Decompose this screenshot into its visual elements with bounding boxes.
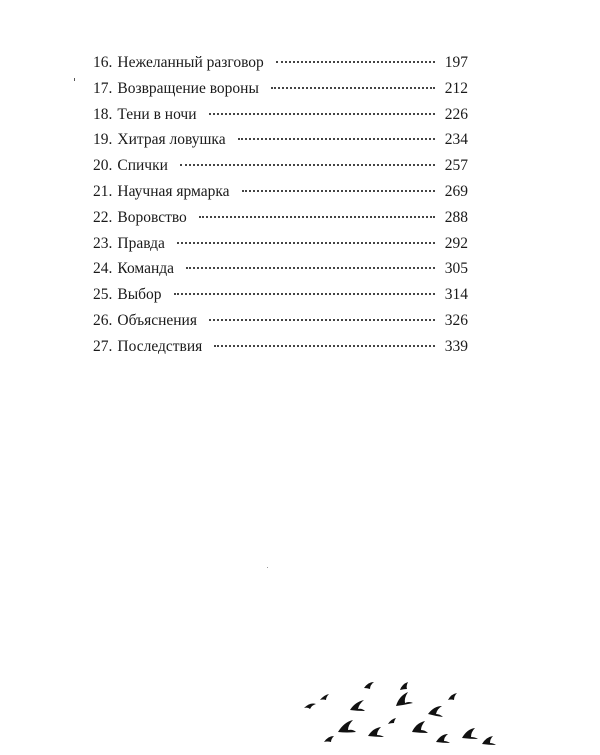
- toc-entry: [93, 308, 468, 334]
- toc-entry-number: 24.: [93, 260, 113, 278]
- toc-entry-number: 21.: [93, 182, 113, 200]
- bird-icon: [412, 721, 428, 733]
- toc-entry-page: 226: [444, 105, 468, 123]
- bird-icon: [400, 682, 408, 690]
- dot-leader: [186, 267, 435, 269]
- toc-entry-page: 292: [444, 234, 468, 252]
- toc-entry-number: 27.: [93, 337, 113, 355]
- toc-entry-number: 16.: [93, 54, 113, 71]
- dot-leader: [209, 113, 435, 115]
- toc-entry-title: Последствия: [117, 337, 203, 355]
- toc-entry-number: 17.: [93, 79, 113, 97]
- toc-entry-number: 23.: [93, 234, 113, 252]
- dot-leader: [276, 61, 435, 63]
- toc-entry-title: Команда: [117, 260, 175, 278]
- dot-leader: [177, 242, 435, 244]
- toc-entry-title: Нежеланный разговор: [117, 54, 264, 71]
- toc-entry-number: 18.: [93, 105, 113, 123]
- toc-entry-page: 269: [444, 182, 468, 200]
- toc-entry-page: 305: [444, 260, 468, 278]
- toc-entry: [93, 127, 468, 153]
- dot-leader: [209, 319, 435, 321]
- toc-entry-page: 314: [444, 286, 468, 304]
- print-speck: [74, 78, 75, 81]
- bird-icon: [428, 706, 443, 717]
- toc-entry-title: Научная ярмарка: [117, 182, 230, 200]
- dot-leader: [242, 190, 435, 192]
- toc-entry-title: Хитрая ловушка: [117, 131, 226, 149]
- toc-entry: [93, 102, 468, 128]
- toc-entry: [93, 231, 468, 257]
- bird-icon: [448, 693, 457, 700]
- toc-entry-page: 339: [444, 337, 468, 355]
- dot-leader: [238, 138, 435, 140]
- bird-icon: [338, 720, 356, 733]
- toc-entry-title: Возвращение вороны: [117, 79, 259, 97]
- bird-icon: [304, 704, 316, 710]
- toc-entry-title: Спички: [117, 157, 168, 175]
- toc-entry-number: 26.: [93, 311, 113, 329]
- flying-birds-icon: [298, 680, 518, 750]
- toc-entry-number: 19.: [93, 131, 113, 149]
- bird-icon: [350, 700, 365, 711]
- bird-icon: [436, 734, 450, 743]
- toc-entry: [93, 50, 468, 76]
- toc-entry-title: Объяснения: [117, 311, 197, 329]
- toc-entry: [93, 256, 468, 282]
- dot-leader: [180, 164, 435, 166]
- toc-entry-title: Выбор: [117, 286, 162, 304]
- dot-leader: [271, 87, 435, 89]
- toc-entry-number: 22.: [93, 208, 113, 226]
- bird-icon: [396, 692, 413, 706]
- toc-entry: [93, 153, 468, 179]
- bird-icon: [388, 718, 396, 724]
- toc-entry: [93, 76, 468, 102]
- toc-entry-page: 257: [444, 157, 468, 175]
- bird-icon: [364, 682, 374, 689]
- toc-entry: [93, 179, 468, 205]
- toc-entry-page: 326: [444, 311, 468, 329]
- bird-icon: [462, 728, 478, 739]
- toc-entry-title: Тени в ночи: [117, 105, 197, 123]
- table-of-contents: [93, 50, 468, 360]
- toc-entry-title: Воровство: [117, 208, 187, 226]
- toc-entry: [93, 282, 468, 308]
- toc-entry-page: 288: [444, 208, 468, 226]
- toc-entry-title: Правда: [117, 234, 165, 252]
- bird-icon: [324, 736, 334, 742]
- toc-entry: [93, 205, 468, 231]
- bird-icon: [368, 727, 384, 737]
- toc-entry-number: 20.: [93, 157, 113, 175]
- toc-entry: [93, 334, 468, 360]
- print-speck: [267, 567, 268, 568]
- toc-entry-page: 234: [444, 131, 468, 149]
- bird-icon: [482, 736, 496, 745]
- toc-entry-page: 197: [444, 54, 468, 71]
- toc-entry-number: 25.: [93, 286, 113, 304]
- bird-icon: [320, 694, 329, 700]
- dot-leader: [174, 293, 435, 295]
- dot-leader: [214, 345, 434, 347]
- toc-entry-page: 212: [444, 79, 468, 97]
- dot-leader: [199, 216, 435, 218]
